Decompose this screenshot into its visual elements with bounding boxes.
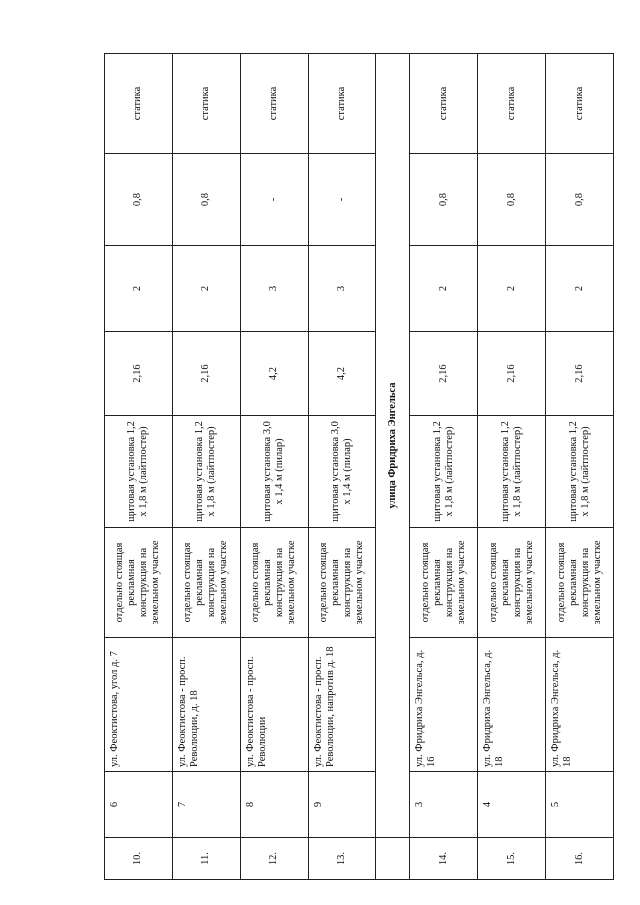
row-construct: щитовая установка 1,2 х 1,8 м (лайтпостер) — [172, 416, 240, 528]
row-index: 7 — [172, 772, 240, 838]
row-address: ул. Феоктистова - просп. Революции, напротив д. 18 — [308, 638, 376, 772]
table-row — [546, 54, 614, 880]
row-construct: щитовая установка 3,0 х 1,4 м (пилар) — [240, 416, 308, 528]
row-area: 2,16 — [546, 332, 614, 416]
row-price: 0,8 — [410, 154, 478, 246]
row-price: - — [308, 154, 376, 246]
row-address: ул. Фридриха Энгельса, д. 18 — [546, 638, 614, 772]
table-row — [410, 54, 478, 880]
row-kind: статика — [240, 54, 308, 154]
row-index: 6 — [105, 772, 173, 838]
row-number: 16. — [546, 838, 614, 880]
advertising-structures-table — [104, 53, 614, 880]
table-row — [105, 54, 173, 880]
row-area: 2,16 — [478, 332, 546, 416]
row-area: 4,2 — [240, 332, 308, 416]
row-count: 2 — [410, 246, 478, 332]
row-address: ул. Феоктистова, угол д. 7 — [105, 638, 173, 772]
row-index: 5 — [546, 772, 614, 838]
row-address: ул. Феоктистова - просп. Революции, д. 18 — [172, 638, 240, 772]
row-type: отдельно стоящая рекламная конструкция на земельном участке — [308, 528, 376, 638]
row-area: 2,16 — [172, 332, 240, 416]
row-count: 2 — [478, 246, 546, 332]
row-number: 10. — [105, 838, 173, 880]
row-area: 4,2 — [308, 332, 376, 416]
row-index: 9 — [308, 772, 376, 838]
row-number: 13. — [308, 838, 376, 880]
row-kind: статика — [410, 54, 478, 154]
row-number: 15. — [478, 838, 546, 880]
row-type: отдельно стоящая рекламная конструкция на земельном участке — [240, 528, 308, 638]
row-address: ул. Фридриха Энгельса, д. 16 — [410, 638, 478, 772]
row-kind: статика — [546, 54, 614, 154]
row-type: отдельно стоящая рекламная конструкция на земельном участке — [410, 528, 478, 638]
row-construct: щитовая установка 1,2 х 1,8 м (лайтпостер) — [105, 416, 173, 528]
row-type: отдельно стоящая рекламная конструкция на земельном участке — [478, 528, 546, 638]
row-count: 2 — [105, 246, 173, 332]
row-area: 2,16 — [105, 332, 173, 416]
row-price: - — [240, 154, 308, 246]
section-row — [376, 54, 410, 880]
row-count: 3 — [308, 246, 376, 332]
row-count: 2 — [546, 246, 614, 332]
table-row — [240, 54, 308, 880]
row-construct: щитовая установка 1,2 х 1,8 м (лайтпостер) — [546, 416, 614, 528]
row-price: 0,8 — [105, 154, 173, 246]
row-price: 0,8 — [546, 154, 614, 246]
document-page — [104, 54, 614, 880]
row-price: 0,8 — [172, 154, 240, 246]
row-index: 4 — [478, 772, 546, 838]
section-title: улица Фридриха Энгельса — [376, 54, 410, 838]
row-index: 8 — [240, 772, 308, 838]
row-address: ул. Фридриха Энгельса, д. 18 — [478, 638, 546, 772]
table-row — [478, 54, 546, 880]
row-construct: щитовая установка 1,2 х 1,8 м (лайтпостер) — [410, 416, 478, 528]
row-area: 2,16 — [410, 332, 478, 416]
table-row — [172, 54, 240, 880]
table-row — [308, 54, 376, 880]
row-price: 0,8 — [478, 154, 546, 246]
row-count: 2 — [172, 246, 240, 332]
row-type: отдельно стоящая рекламная конструкция на земельном участке — [105, 528, 173, 638]
row-index: 3 — [410, 772, 478, 838]
row-kind: статика — [105, 54, 173, 154]
section-spacer — [376, 838, 410, 880]
row-number: 11. — [172, 838, 240, 880]
row-number: 14. — [410, 838, 478, 880]
row-construct: щитовая установка 1,2 х 1,8 м (лайтпостер) — [478, 416, 546, 528]
row-kind: статика — [172, 54, 240, 154]
row-count: 3 — [240, 246, 308, 332]
row-construct: щитовая установка 3,0 х 1,4 м (пилар) — [308, 416, 376, 528]
row-number: 12. — [240, 838, 308, 880]
row-address: ул. Феоктистова - просп. Революции — [240, 638, 308, 772]
rotated-table-wrapper — [104, 54, 614, 880]
row-kind: статика — [308, 54, 376, 154]
row-type: отдельно стоящая рекламная конструкция на земельном участке — [546, 528, 614, 638]
row-kind: статика — [478, 54, 546, 154]
row-type: отдельно стоящая рекламная конструкция на земельном участке — [172, 528, 240, 638]
